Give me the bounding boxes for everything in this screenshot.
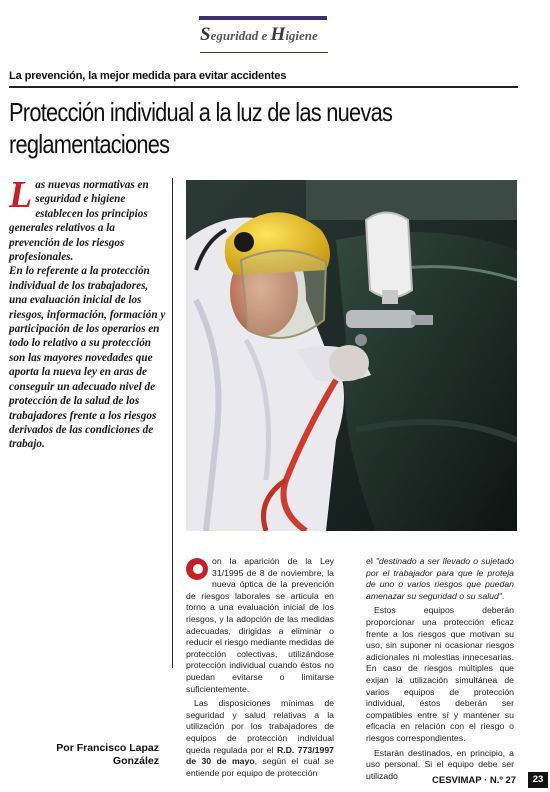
section-word-2: igiene — [285, 28, 318, 43]
article-title — [9, 96, 530, 160]
col2-paragraph-1 — [366, 556, 514, 602]
col2-p1-text-a: el — [366, 556, 376, 566]
body-column-2 — [366, 556, 517, 786]
lead-paragraph-1: as nuevas normativas en seguridad e higiene establecen los principios generales relativos a la prevención de los riesgos profesionales. — [9, 179, 149, 264]
column-divider — [172, 178, 173, 668]
definition-quote: "destinado a ser llevado o sujetado por el trabajador para que le proteja de uno o varios riesgos que puedan amenazar su seguridad o su salud" — [366, 556, 514, 601]
col2-p1-text-c: . — [501, 590, 505, 601]
article-kicker: La prevención, la mejor medida para evitar accidentes — [9, 70, 287, 82]
section-word-1: eguridad e — [210, 28, 271, 43]
col1-paragraph-1: on la aparición de la Ley 31/1995 de 8 de noviembre, la nueva óptica de la prevención de riesgos laborales se articula en torno a una evaluación inicial de los riesgos, y la adopción de las medidas adecuadas, dirigidas a eliminar o reducir el riesgo mediante medidas de protección colectivas, utilizándose protección individual cuando éstos no puedan evitarse o limitarse suficientemente. — [186, 556, 334, 694]
section-cap-1: S — [200, 24, 211, 45]
col1-paragraph-2 — [186, 698, 334, 779]
kicker-rule — [9, 86, 518, 88]
col2-paragraph-3: Estarán destinados, en principio, a uso personal. Si el equipo debe ser utilizado — [366, 747, 514, 781]
title-line-1: Protección individual a la luz de las nuevas — [9, 97, 393, 127]
byline-line-1: Por Francisco Lapaz — [56, 742, 159, 754]
page-number: 23 — [528, 772, 548, 788]
article-lead — [9, 174, 167, 452]
section-underline — [200, 52, 328, 53]
worker-spray-gun-photo — [186, 180, 517, 531]
c-drop-cap-icon — [186, 558, 208, 580]
col1-p2-text-a: Las disposiciones mínimas de seguridad y salud relativas a la utilización por los trabajadores de equipos de protección individual queda regulada por el — [186, 698, 334, 755]
title-line-2: reglamentaciones — [9, 129, 170, 159]
magazine-footer: CESVIMAP · N.º 27 — [432, 775, 517, 786]
header-top-bar — [199, 16, 327, 20]
lead-drop-cap: L — [9, 174, 33, 216]
body-column-1 — [186, 556, 334, 782]
section-cap-2: H — [270, 24, 286, 45]
lead-paragraph-2: En lo referente a la protección individual de los trabajadores, una evaluación inicial de los riesgos, información, formación y participación de los operarios en todo lo relativo a su protección son las mayores novedades que aporta la nueva ley en aras de conseguir un adecuado nivel de protección de la salud de los trabajadores frente a los riesgos derivados de las condiciones de trabajo. — [9, 265, 166, 451]
section-title — [200, 24, 330, 50]
byline-line-2: González — [112, 755, 159, 767]
author-byline — [9, 742, 159, 768]
col1-p2-text-c: , según el cual se entiende por equipo de protección — [186, 756, 334, 778]
col2-paragraph-2: Estos equipos deberán proporcionar una protección eficaz frente a los riesgos que motivan su uso, sin suponer ni ocasionar riesgos adicionales ni molestias innecesarias. En caso de riesgos múltiples que exijan la utilización simultánea de varios equipos de protección individual, éstos deberán ser compatibles entre sí y mantener su eficacia en relación con el riesgo o riesgos correspondientes. — [366, 605, 514, 743]
decree-reference: R.D. 773/1997 de 30 de mayo — [186, 744, 334, 767]
